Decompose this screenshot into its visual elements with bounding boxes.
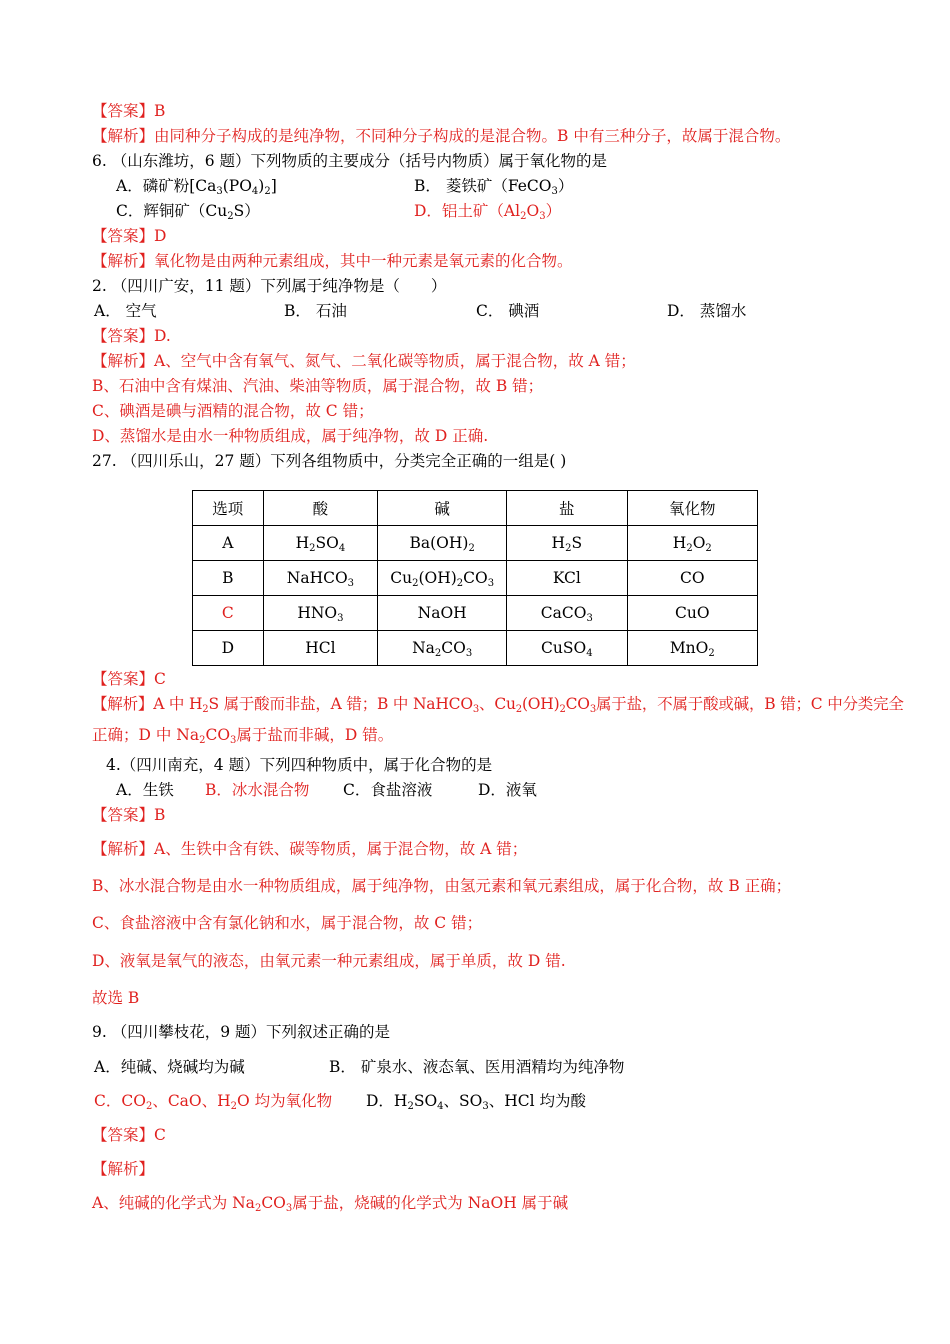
base-cell: $Cu_2(OH)_2CO_3$ bbox=[378, 561, 507, 596]
q9-answer: 【答案】C bbox=[92, 1126, 166, 1144]
question-2: 2. （四川广安，11 题）下列属于纯净物是（ ） bbox=[92, 277, 447, 295]
table-row bbox=[193, 561, 758, 596]
q9-explanation-tag: 【解析】 bbox=[92, 1160, 155, 1178]
table-header-cell: 碱 bbox=[378, 491, 507, 526]
q4-option-a: A．生铁 bbox=[116, 781, 174, 799]
q2-explanation-1: 【解析】A、空气中含有氧气、氮气、二氧化碳等物质，属于混合物，故 A 错； bbox=[92, 352, 636, 370]
q9-explanation-1: A、纯碱的化学式为 $Na_2CO_3$属于盐，烧碱的化学式为 NaOH 属于碱 bbox=[92, 1194, 569, 1214]
table-row bbox=[193, 631, 758, 666]
row-label: A bbox=[193, 526, 264, 561]
question-9: 9. （四川攀枝花，9 题）下列叙述正确的是 bbox=[92, 1023, 391, 1041]
q9-option-a: A．纯碱、烧碱均为碱 bbox=[94, 1058, 245, 1076]
q27-explanation-2: 正确；D 中 $Na_2CO_3$属于盐而非碱，D 错。 bbox=[92, 726, 394, 746]
oxide-cell: CuO bbox=[627, 596, 757, 631]
q2-answer: 【答案】D. bbox=[92, 327, 171, 345]
salt-cell: $H_2S$ bbox=[507, 526, 628, 561]
salt-cell: CuSO$_4$ bbox=[507, 631, 628, 666]
question-27: 27. （四川乐山，27 题）下列各组物质中，分类完全正确的一组是( ) bbox=[92, 452, 567, 470]
q27-explanation-1: 【解析】A 中 $H_2S$ 属于酸而非盐，A 错；B 中 NaHCO$_3$、$Cu_2(OH)_2CO_3$属于盐，不属于酸或碱，B 错；C 中分类完全 bbox=[92, 695, 904, 715]
question-6: 6. （山东潍坊，6 题）下列物质的主要成分（括号内物质）属于氧化物的是 bbox=[92, 152, 608, 170]
table-row bbox=[193, 526, 758, 561]
question-4: 4.（四川南充，4 题）下列四种物质中，属于化合物的是 bbox=[106, 756, 493, 774]
q4-option-b: B．冰水混合物 bbox=[205, 781, 310, 799]
table-header-cell: 选项 bbox=[193, 491, 264, 526]
q4-explanation-3: C、食盐溶液中含有氯化钠和水，属于混合物，故 C 错； bbox=[92, 914, 483, 932]
q2-option-d: D． 蒸馏水 bbox=[667, 302, 747, 320]
q2-option-b: B． 石油 bbox=[284, 302, 347, 320]
oxide-cell: CO bbox=[627, 561, 757, 596]
q4-explanation-4: D、液氧是氧气的液态，由氧元素一种元素组成，属于单质，故 D 错. bbox=[92, 952, 566, 970]
q2-explanation-3: C、碘酒是碘与酒精的混合物，故 C 错； bbox=[92, 402, 374, 420]
table-header-cell: 氧化物 bbox=[627, 491, 757, 526]
q27-answer: 【答案】C bbox=[92, 670, 166, 688]
acid-cell: NaHCO$_3$ bbox=[263, 561, 378, 596]
q6-explanation: 【解析】氧化物是由两种元素组成，其中一种元素是氧元素的化合物。 bbox=[92, 252, 573, 270]
q6-option-d: D．铝土矿$(Al_2O_3)$ bbox=[414, 202, 562, 222]
row-label: B bbox=[193, 561, 264, 596]
row-label: C bbox=[193, 596, 264, 631]
q4-explanation-5: 故选 B bbox=[92, 989, 140, 1007]
base-cell: NaOH bbox=[378, 596, 507, 631]
answer-line: 【答案】B bbox=[92, 102, 166, 120]
acid-cell: $H_2SO_4$ bbox=[263, 526, 378, 561]
explanation-line: 【解析】由同种分子构成的是纯净物，不同种分子构成的是混合物。B 中有三种分子，故属于混合物。 bbox=[92, 127, 791, 145]
table-header-row bbox=[193, 491, 758, 526]
q6-answer: 【答案】D bbox=[92, 227, 167, 245]
base-cell: $Na_2CO_3$ bbox=[378, 631, 507, 666]
acid-cell: HCl bbox=[263, 631, 378, 666]
q9-option-d: D．$H_2SO_4$、$SO_3$、HCl 均为酸 bbox=[366, 1092, 586, 1112]
table-header-cell: 酸 bbox=[263, 491, 378, 526]
q4-answer: 【答案】B bbox=[92, 806, 166, 824]
salt-cell: CaCO$_3$ bbox=[507, 596, 628, 631]
acid-cell: $HNO_3$ bbox=[263, 596, 378, 631]
oxide-cell: MnO$_2$ bbox=[627, 631, 757, 666]
q4-option-c: C．食盐溶液 bbox=[343, 781, 433, 799]
q2-explanation-2: B、石油中含有煤油、汽油、柴油等物质，属于混合物，故 B 错； bbox=[92, 377, 544, 395]
q4-option-d: D．液氧 bbox=[478, 781, 537, 799]
q9-option-b: B． 矿泉水、液态氧、医用酒精均为纯净物 bbox=[329, 1058, 625, 1076]
q9-option-c: C．$CO_2$、CaO、$H_2O$ 均为氧化物 bbox=[94, 1092, 333, 1112]
q2-option-a: A． 空气 bbox=[94, 302, 157, 320]
q4-explanation-2: B、冰水混合物是由水一种物质组成，属于纯净物，由氢元素和氧元素组成，属于化合物，故 B 正确； bbox=[92, 877, 792, 895]
q2-option-c: C． 碘酒 bbox=[476, 302, 540, 320]
table-header-cell: 盐 bbox=[507, 491, 628, 526]
classification-table bbox=[192, 490, 758, 666]
q6-option-c: C．辉铜矿$(Cu_2S)$ bbox=[116, 202, 260, 222]
base-cell: $Ba(OH)_2$ bbox=[378, 526, 507, 561]
oxide-cell: $H_2O_2$ bbox=[627, 526, 757, 561]
salt-cell: KCl bbox=[507, 561, 628, 596]
q6-option-a: A．磷矿粉$[Ca_3(PO_4)_2]$ bbox=[116, 177, 277, 197]
table-row bbox=[193, 596, 758, 631]
q2-explanation-4: D、蒸馏水是由水一种物质组成，属于纯净物，故 D 正确. bbox=[92, 427, 489, 445]
q4-explanation-1: 【解析】A、生铁中含有铁、碳等物质，属于混合物，故 A 错； bbox=[92, 840, 528, 858]
q6-option-b: B． 菱铁矿（FeCO$_3$） bbox=[414, 177, 574, 197]
row-label: D bbox=[193, 631, 264, 666]
